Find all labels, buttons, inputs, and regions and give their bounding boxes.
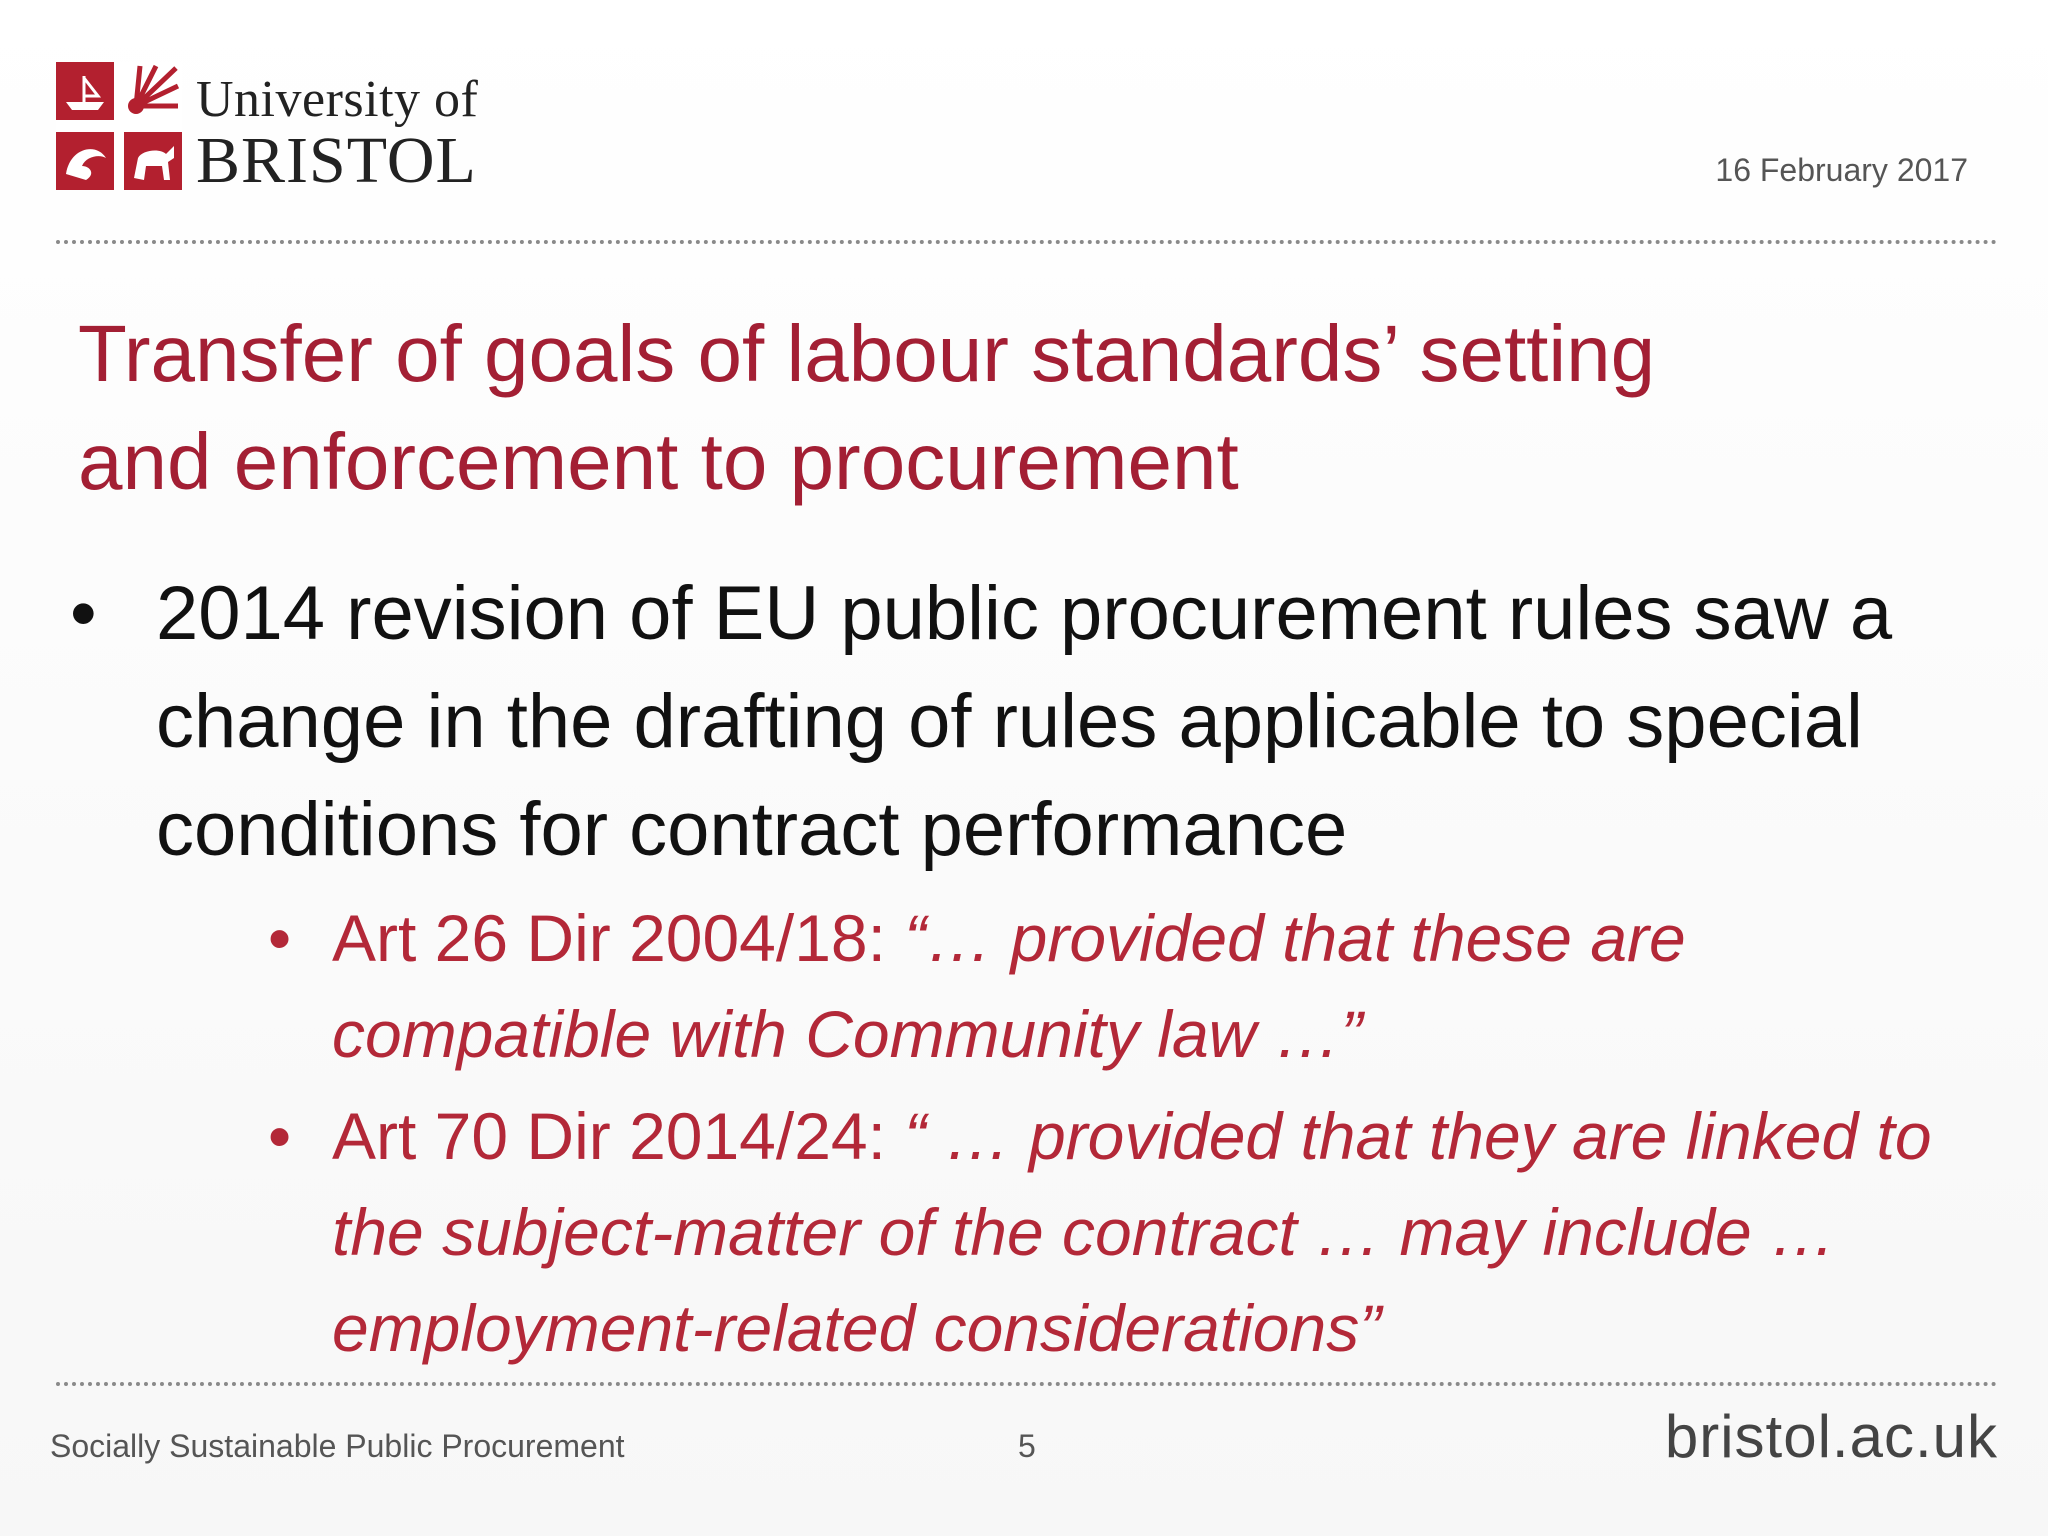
sub-bullet-art26	[156, 890, 1990, 1082]
bullet-list	[70, 560, 1990, 1376]
sub-bullet-quote: “ … provided that they are linked to the subject-matter of the contract … may include … employment-related considerations”	[332, 1099, 1932, 1365]
slide-date: 16 February 2017	[1715, 152, 1968, 188]
header-divider	[56, 240, 1998, 244]
footer-presentation-title: Socially Sustainable Public Procurement	[50, 1428, 625, 1464]
sub-bullet-quote: “… provided that these are compatible with Community law …”	[332, 901, 1686, 1071]
sub-bullet-label: Art 70 Dir 2014/24:	[332, 1099, 905, 1173]
logo-wordmark	[196, 71, 479, 197]
main-bullet-text: 2014 revision of EU public procurement rules saw a change in the drafting of rules applicable to special conditions for contract performance	[156, 571, 1893, 872]
logo-line-bristol: BRISTOL	[196, 124, 477, 197]
page-number: 5	[1018, 1428, 1036, 1464]
university-logo	[56, 62, 496, 197]
title-line-1: Transfer of goals of labour standards’ setting	[78, 309, 1656, 398]
footer-divider	[56, 1382, 1998, 1386]
slide-title	[78, 300, 1978, 516]
logo-line-university: University of	[196, 71, 479, 128]
sub-bullet-list	[156, 890, 1990, 1376]
sub-bullet-art70	[156, 1088, 1990, 1376]
title-line-2: and enforcement to procurement	[78, 417, 1239, 506]
sub-bullet-label: Art 26 Dir 2004/18:	[332, 901, 905, 975]
footer-website: bristol.ac.uk	[1664, 1403, 1998, 1470]
main-bullet	[70, 560, 1990, 1376]
university-crest-icon	[56, 62, 182, 190]
